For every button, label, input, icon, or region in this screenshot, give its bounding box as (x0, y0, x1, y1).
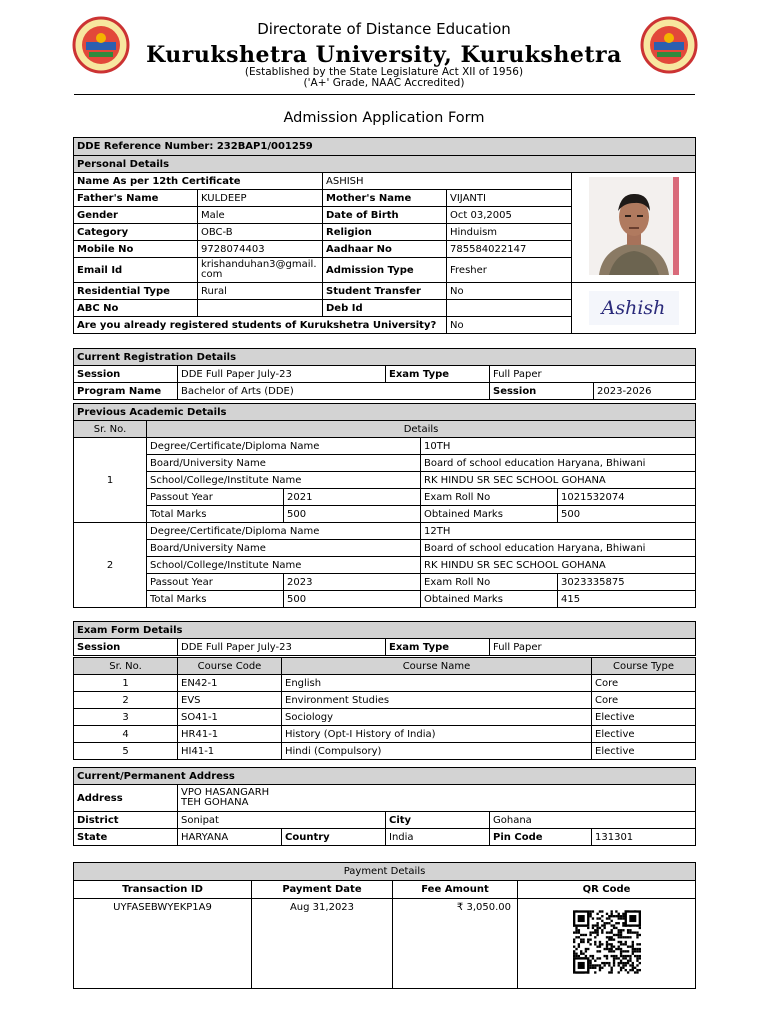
personal-details-table (73, 137, 696, 334)
residential-value: Rural (198, 283, 323, 300)
degree-label: Degree/Certificate/Diploma Name (147, 438, 421, 455)
admission-type-label: Admission Type (323, 258, 447, 283)
category-label: Category (74, 224, 198, 241)
acad-row (74, 540, 696, 557)
aadhaar-label: Aadhaar No (323, 241, 447, 258)
university-name: Kurukshetra University, Kurukshetra (146, 42, 622, 68)
reg-session2-label: Session (490, 383, 594, 400)
board-label: Board/University Name (147, 455, 421, 472)
country-label: Country (282, 829, 386, 846)
exam-form-table (73, 621, 696, 656)
degree-label: Degree/Certificate/Diploma Name (147, 523, 421, 540)
course-row (74, 726, 696, 743)
applicant-photo (589, 177, 679, 275)
school-label: School/College/Institute Name (147, 557, 421, 574)
passout-label: Passout Year (147, 574, 284, 591)
school-label: School/College/Institute Name (147, 472, 421, 489)
degree-value: 10TH (421, 438, 696, 455)
address-line1: VPO HASANGARH (181, 787, 270, 798)
course-type: Elective (592, 709, 696, 726)
city-label: City (386, 812, 490, 829)
mobile-label: Mobile No (74, 241, 198, 258)
course-code: EN42-1 (178, 675, 282, 692)
religion-value: Hinduism (447, 224, 572, 241)
email-label: Email Id (74, 258, 198, 283)
course-col-name: Course Name (282, 658, 592, 675)
course-code: EVS (178, 692, 282, 709)
course-sr: 4 (74, 726, 178, 743)
established-line: (Established by the State Legislature Act XII of 1956) (244, 66, 524, 78)
total-label: Total Marks (147, 506, 284, 523)
roll-value: 1021532074 (558, 489, 696, 506)
course-name: Sociology (282, 709, 592, 726)
payment-txn-value: UYFASEBWYEKP1A9 (74, 899, 252, 989)
payment-col-date: Payment Date (252, 881, 393, 899)
admission-type-value: Fresher (447, 258, 572, 283)
reference-number: DDE Reference Number: 232BAP1/001259 (74, 138, 696, 156)
address-line2: TEH GOHANA (181, 797, 249, 808)
course-row (74, 743, 696, 760)
qr-code-icon (573, 910, 641, 974)
acad-col-details: Details (147, 421, 696, 438)
state-label: State (74, 829, 178, 846)
state-value: HARYANA (178, 829, 282, 846)
section-personal: Personal Details (74, 156, 696, 173)
board-value: Board of school education Haryana, Bhiwani (421, 455, 696, 472)
course-row (74, 692, 696, 709)
course-name: Environment Studies (282, 692, 592, 709)
course-sr: 5 (74, 743, 178, 760)
reg-session2-value: 2023-2026 (594, 383, 696, 400)
name-value: ASHISH (323, 173, 572, 190)
section-payment: Payment Details (74, 863, 696, 881)
course-sr: 1 (74, 675, 178, 692)
address-table (73, 767, 696, 846)
header-divider (74, 94, 695, 95)
acad-sr: 2 (74, 523, 147, 608)
courses-table (73, 657, 696, 760)
course-code: HR41-1 (178, 726, 282, 743)
mother-label: Mother's Name (323, 190, 447, 207)
deb-value (447, 300, 572, 317)
reg-exam-type-value: Full Paper (490, 366, 696, 383)
program-value: Bachelor of Arts (DDE) (178, 383, 490, 400)
course-name: English (282, 675, 592, 692)
address-label: Address (74, 785, 178, 812)
qr-cell (518, 899, 696, 989)
course-type: Elective (592, 743, 696, 760)
passout-value: 2023 (284, 574, 421, 591)
country-value: India (386, 829, 490, 846)
acad-row (74, 574, 696, 591)
mobile-value: 9728074403 (198, 241, 323, 258)
reg-exam-type-label: Exam Type (386, 366, 490, 383)
school-value: RK HINDU SR SEC SCHOOL GOHANA (421, 557, 696, 574)
course-col-sr: Sr. No. (74, 658, 178, 675)
district-label: District (74, 812, 178, 829)
obtained-value: 415 (558, 591, 696, 608)
acad-row (74, 438, 696, 455)
roll-value: 3023335875 (558, 574, 696, 591)
photo-cell (572, 173, 696, 283)
section-address: Current/Permanent Address (74, 768, 696, 785)
obtained-label: Obtained Marks (421, 506, 558, 523)
exam-session-value: DDE Full Paper July-23 (178, 639, 386, 656)
exam-type-label: Exam Type (386, 639, 490, 656)
reg-session-value: DDE Full Paper July-23 (178, 366, 386, 383)
form-title: Admission Application Form (283, 110, 485, 126)
course-row (74, 675, 696, 692)
applicant-signature: Ashish (589, 291, 679, 325)
directorate-title: Directorate of Distance Education (257, 20, 511, 38)
course-name: Hindi (Compulsory) (282, 743, 592, 760)
course-sr: 2 (74, 692, 178, 709)
course-col-code: Course Code (178, 658, 282, 675)
district-value: Sonipat (178, 812, 386, 829)
signature-cell (572, 283, 696, 334)
deb-label: Deb Id (323, 300, 447, 317)
exam-session-label: Session (74, 639, 178, 656)
payment-table (73, 862, 696, 989)
section-exam-form: Exam Form Details (74, 622, 696, 639)
board-label: Board/University Name (147, 540, 421, 557)
payment-col-fee: Fee Amount (393, 881, 518, 899)
course-sr: 3 (74, 709, 178, 726)
course-col-type: Course Type (592, 658, 696, 675)
gender-label: Gender (74, 207, 198, 224)
exam-type-value: Full Paper (490, 639, 696, 656)
grade-line: ('A+' Grade, NAAC Accredited) (303, 77, 465, 89)
acad-row (74, 455, 696, 472)
father-label: Father's Name (74, 190, 198, 207)
obtained-value: 500 (558, 506, 696, 523)
dob-label: Date of Birth (323, 207, 447, 224)
address-value (178, 785, 696, 812)
course-row (74, 709, 696, 726)
email-line2: com (201, 269, 223, 280)
payment-date-value: Aug 31,2023 (252, 899, 393, 989)
father-value: KULDEEP (198, 190, 323, 207)
acad-row (74, 523, 696, 540)
transfer-label: Student Transfer (323, 283, 447, 300)
pin-label: Pin Code (490, 829, 592, 846)
section-registration: Current Registration Details (74, 349, 696, 366)
acad-sr: 1 (74, 438, 147, 523)
academic-table (73, 403, 696, 608)
email-value (198, 258, 323, 283)
acad-row (74, 506, 696, 523)
school-value: RK HINDU SR SEC SCHOOL GOHANA (421, 472, 696, 489)
payment-fee-value: ₹ 3,050.00 (393, 899, 518, 989)
roll-label: Exam Roll No (421, 574, 558, 591)
abc-label: ABC No (74, 300, 198, 317)
passout-value: 2021 (284, 489, 421, 506)
program-label: Program Name (74, 383, 178, 400)
acad-row (74, 557, 696, 574)
religion-label: Religion (323, 224, 447, 241)
abc-value (198, 300, 323, 317)
name-label: Name As per 12th Certificate (74, 173, 323, 190)
established-note (0, 67, 768, 89)
course-type: Core (592, 675, 696, 692)
course-type: Core (592, 692, 696, 709)
pin-value: 131301 (592, 829, 696, 846)
mother-value: VIJANTI (447, 190, 572, 207)
acad-row (74, 472, 696, 489)
gender-value: Male (198, 207, 323, 224)
course-name: History (Opt-I History of India) (282, 726, 592, 743)
transfer-value: No (447, 283, 572, 300)
roll-label: Exam Roll No (421, 489, 558, 506)
section-academic: Previous Academic Details (74, 404, 696, 421)
obtained-label: Obtained Marks (421, 591, 558, 608)
category-value: OBC-B (198, 224, 323, 241)
aadhaar-value: 785584022147 (447, 241, 572, 258)
residential-label: Residential Type (74, 283, 198, 300)
passout-label: Passout Year (147, 489, 284, 506)
total-label: Total Marks (147, 591, 284, 608)
payment-col-txn: Transaction ID (74, 881, 252, 899)
dob-value: Oct 03,2005 (447, 207, 572, 224)
course-type: Elective (592, 726, 696, 743)
registered-label: Are you already registered students of Kurukshetra University? (74, 317, 447, 334)
total-value: 500 (284, 506, 421, 523)
city-value: Gohana (490, 812, 696, 829)
reg-session-label: Session (74, 366, 178, 383)
total-value: 500 (284, 591, 421, 608)
course-code: SO41-1 (178, 709, 282, 726)
degree-value: 12TH (421, 523, 696, 540)
acad-row (74, 591, 696, 608)
course-code: HI41-1 (178, 743, 282, 760)
registration-table (73, 348, 696, 400)
email-line1: krishanduhan3@gmail. (201, 259, 317, 270)
registered-value: No (447, 317, 572, 334)
payment-col-qr: QR Code (518, 881, 696, 899)
board-value: Board of school education Haryana, Bhiwani (421, 540, 696, 557)
acad-col-sr: Sr. No. (74, 421, 147, 438)
acad-row (74, 489, 696, 506)
